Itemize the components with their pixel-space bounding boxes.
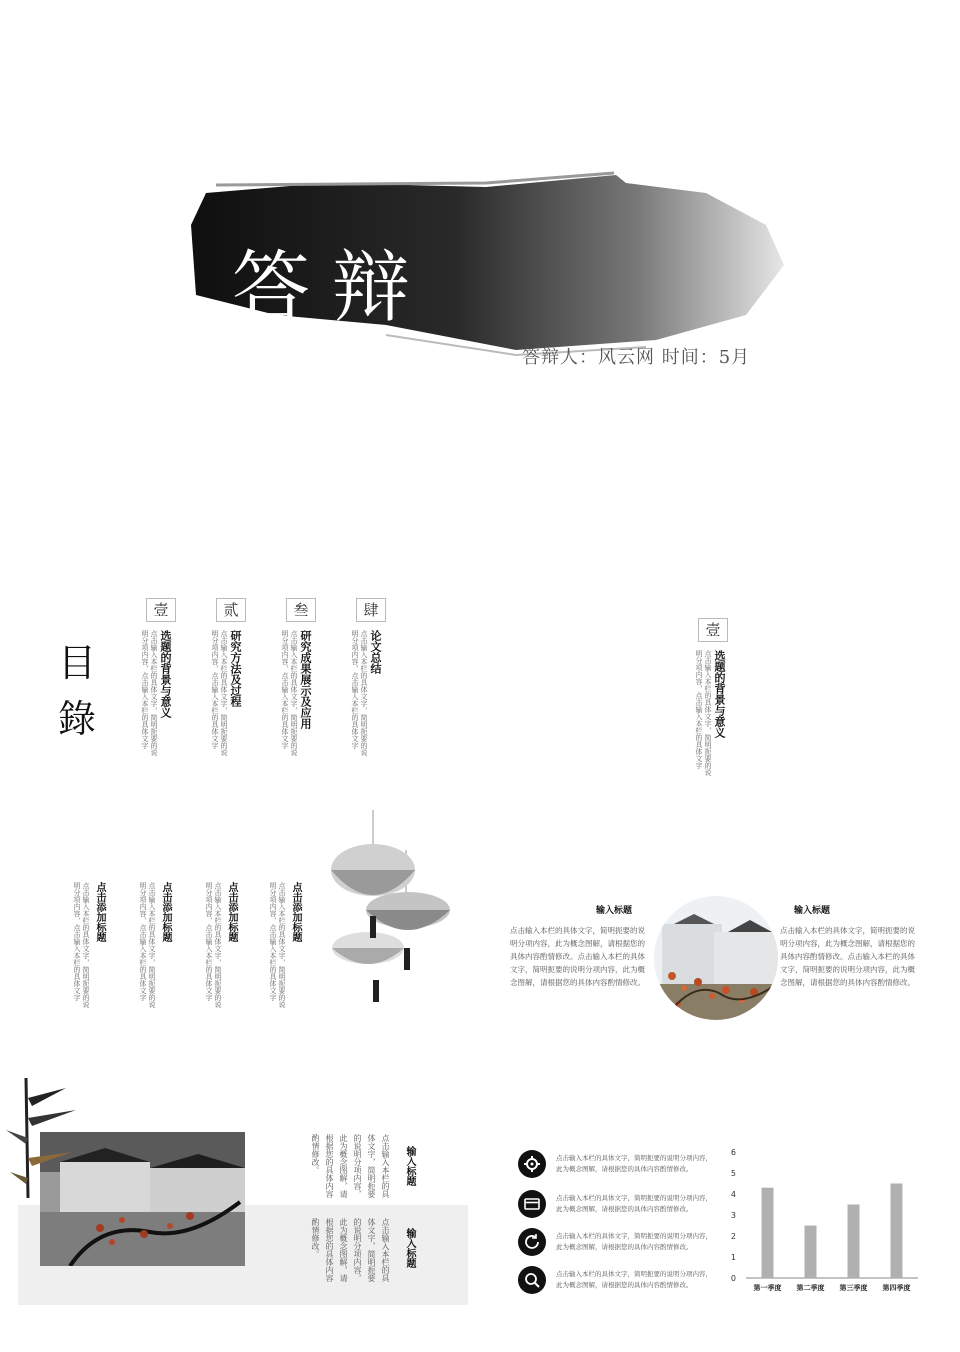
bar-1 (762, 1188, 774, 1278)
toc-heading-2: 研究方法及过程 (229, 630, 242, 707)
card-heading-1: 点击添加标题 (94, 882, 105, 942)
toc-number-3: 叁 (286, 598, 316, 622)
toc-number-4: 肆 (356, 598, 386, 622)
category-label: 第一季度 (753, 1284, 782, 1292)
row-text-1: 点击输入本栏的具体文字，简明扼要的说明分项内容，此为概念图解，请根据您的具体内容酌情修改。 (556, 1154, 712, 1173)
category-label: 第三季度 (839, 1284, 868, 1292)
card-body-4: 点击输入本栏的具体文字，简明扼要的说明分项内容，点击输入本栏的具体文字 (269, 882, 286, 1008)
toc-number-2: 贰 (216, 598, 246, 622)
left-title: 输入标题 (596, 906, 633, 916)
right-title: 输入标题 (794, 906, 831, 916)
cover-title: 答辩 (232, 243, 433, 333)
photo-heading-2: 输入标题 (404, 1228, 415, 1268)
photo-body-2: 点击输入本栏的具体文字，简明扼要的说明分项内容，此为概念图解，请根据您的具体内容酌情修改。 (311, 1218, 390, 1282)
section-number: 壹 (698, 618, 728, 642)
search-icon (518, 1266, 546, 1294)
photo-body-1: 点击输入本栏的具体文字，简明扼要的说明分项内容，此为概念图解，请根据您的具体内容酌情修改。 (311, 1134, 390, 1198)
row-text-3: 点击输入本栏的具体文字，简明扼要的说明分项内容，此为概念图解，请根据您的具体内容酌情修改。 (556, 1232, 712, 1251)
refresh-icon (518, 1228, 546, 1256)
section-heading: 选题的背景与意义 (713, 650, 726, 738)
toc-body-3: 点击输入本栏的具体文字，简明扼要的说明分项内容，点击输入本栏的具体文字 (281, 630, 298, 756)
bar-4 (891, 1184, 903, 1279)
toc-heading-4: 论文总结 (369, 630, 382, 674)
right-text: 点击输入本栏的具体文字，简明扼要的说明分项内容，此为概念图解，请根据您的具体内容酌情修改。点击输入本栏的具体文字，简明扼要的说明分项内容，此为概念图解，请根据您的具体内容酌情修改。 (780, 926, 915, 987)
bar-chart (724, 1140, 924, 1300)
card-body-3: 点击输入本栏的具体文字，简明扼要的说明分项内容，点击输入本栏的具体文字 (205, 882, 222, 1008)
y-tick-label: 6 (730, 1148, 736, 1157)
toc-heading-3: 研究成果展示及应用 (299, 630, 312, 729)
toc-title-top: 目 (58, 641, 97, 685)
section-body: 点击输入本栏的具体文字，简明扼要的说明分项内容，点击输入本栏的具体文字 (695, 650, 712, 776)
cover-subtitle: 答辩人：风云网 时间：5月 (522, 347, 751, 368)
row-text-2: 点击输入本栏的具体文字，简明扼要的说明分项内容，此为概念图解，请根据您的具体内容酌情修改。 (556, 1194, 712, 1213)
gear-icon (518, 1150, 546, 1178)
toc-title-bottom: 錄 (58, 697, 97, 741)
card-body-1: 点击输入本栏的具体文字，简明扼要的说明分项内容，点击输入本栏的具体文字 (73, 882, 90, 1008)
toc-body-2: 点击输入本栏的具体文字，简明扼要的说明分项内容，点击输入本栏的具体文字 (211, 630, 228, 756)
bar-3 (848, 1205, 860, 1279)
toc-body-1: 点击输入本栏的具体文字，简明扼要的说明分项内容，点击输入本栏的具体文字 (141, 630, 158, 756)
toc-title (58, 635, 96, 747)
card-body-2: 点击输入本栏的具体文字，简明扼要的说明分项内容，点击输入本栏的具体文字 (139, 882, 156, 1008)
y-tick-label: 5 (730, 1169, 736, 1178)
photo-heading-1: 输入标题 (404, 1146, 415, 1186)
category-label: 第二季度 (796, 1284, 825, 1292)
y-tick-label: 0 (730, 1274, 736, 1283)
circle-photo (654, 896, 778, 1020)
y-tick-label: 3 (730, 1211, 736, 1220)
left-text: 点击输入本栏的具体文字，简明扼要的说明分项内容，此为概念图解，请根据您的具体内容酌情修改。点击输入本栏的具体文字，简明扼要的说明分项内容，此为概念图解，请根据您的具体内容酌情修改。 (510, 926, 645, 987)
category-label: 第四季度 (882, 1284, 911, 1292)
card-icon (518, 1190, 546, 1218)
bamboo-illustration (6, 1078, 96, 1198)
toc-body-4: 点击输入本栏的具体文字，简明扼要的说明分项内容，点击输入本栏的具体文字 (351, 630, 368, 756)
toc-number-1: 壹 (146, 598, 176, 622)
card-heading-2: 点击添加标题 (160, 882, 171, 942)
y-tick-label: 2 (730, 1232, 736, 1241)
y-tick-label: 1 (730, 1253, 736, 1262)
y-tick-label: 4 (730, 1190, 736, 1199)
lantern-illustration (328, 810, 452, 1020)
card-heading-4: 点击添加标题 (290, 882, 301, 942)
toc-heading-1: 选题的背景与意义 (159, 630, 172, 718)
bar-2 (805, 1226, 817, 1279)
row-text-4: 点击输入本栏的具体文字，简明扼要的说明分项内容，此为概念图解，请根据您的具体内容酌情修改。 (556, 1270, 712, 1289)
card-heading-3: 点击添加标题 (226, 882, 237, 942)
